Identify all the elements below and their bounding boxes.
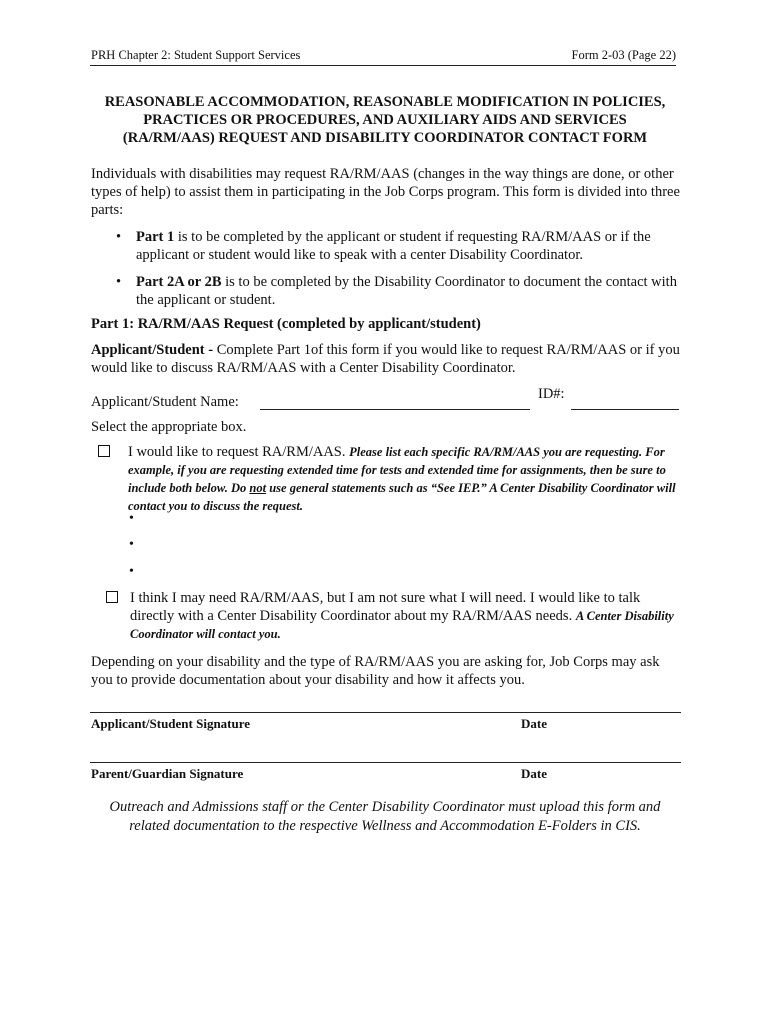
select-box-instruction: Select the appropriate box. [91,419,247,435]
header-chapter: PRH Chapter 2: Student Support Services [91,48,301,62]
intro-paragraph: Individuals with disabilities may request RA/RM/AAS (changes in the way things are done, or other types of help) to assist them in participating in the Job Corps program. This form is divided into three parts: [91,166,680,218]
part-name: Part 1 [136,229,175,245]
part-description-2 [136,273,686,309]
part-description-1 [136,228,686,264]
bullet-glyph: • [129,537,134,552]
option-note: A Center Disability Coordinator will contact you. [130,609,674,641]
form-title [88,93,682,147]
request-item-3[interactable] [129,564,134,580]
id-field[interactable] [571,409,679,410]
request-item-1[interactable] [129,511,134,527]
form-title-line-3: (RA/RM/AAS) REQUEST AND DISABILITY COORDINATOR CONTACT FORM [122,130,648,146]
part-description-text: is to be completed by the applicant or student if requesting RA/RM/AAS or if the applicant or student would like to speak with a center Disability Coordinator. [136,229,651,263]
part-description-text: is to be completed by the Disability Coordinator to document the contact with the applicant or student. [136,274,677,308]
applicant-instructions [91,341,687,377]
applicant-instructions-lead: Applicant/Student - [91,342,217,358]
option-instructions-part-a: Please list each specific RA/RM/AAS you are requesting. For example, if you are requesting extended time for tests and extended time for assignments, then be sure to include both below. Do [128,445,666,495]
option-instructions-part-b: use general statements such as “See IEP.” A Center Disability Coordinator will contact you to discuss the request. [128,481,676,513]
applicant-date-label: Date [521,716,547,731]
option-label: I think I may need RA/RM/AAS, but I am not sure what I will need. I would like to talk directly with a Center Disability Coordinator about my RA/RM/AAS needs. [130,590,641,624]
header-divider [90,65,676,66]
applicant-signature-label: Applicant/Student Signature [91,716,251,731]
emphasis-not: not [249,481,267,495]
applicant-signature-line[interactable] [90,712,681,713]
part1-heading: Part 1: RA/RM/AAS Request (completed by applicant/student) [91,316,481,332]
talk-to-coordinator-checkbox[interactable] [106,591,118,603]
applicant-name-label: Applicant/Student Name: [91,394,239,410]
applicant-name-field[interactable] [260,409,530,410]
request-accommodation-checkbox[interactable] [98,445,110,457]
bullet-glyph: • [129,564,134,579]
form-title-line-1: REASONABLE ACCOMMODATION, REASONABLE MODIFICATION IN POLICIES, [104,94,666,110]
bullet-glyph: • [129,511,134,526]
request-item-2[interactable] [129,537,134,553]
header-form-number: Form 2-03 (Page 22) [571,48,676,62]
talk-to-coordinator-option [130,589,678,643]
parent-signature-label: Parent/Guardian Signature [91,766,244,781]
documentation-note: Depending on your disability and the type of RA/RM/AAS you are asking for, Job Corps may ask you to provide documentation about your disability and how it affects you. [91,654,660,688]
applicant-instructions-text: Complete Part 1of this form if you would like to request RA/RM/AAS or if you would like to discuss RA/RM/AAS with a Center Disability Coordinator. [91,342,680,376]
bullet-glyph: • [116,274,122,290]
bullet-glyph: • [116,229,122,245]
parent-signature-line[interactable] [90,762,681,763]
part-name: Part 2A or 2B [136,274,222,290]
request-accommodation-option [128,443,688,515]
upload-instructions: Outreach and Admissions staff or the Center Disability Coordinator must upload this form and related documentation to the respective Wellness and Accommodation E-Folders in CIS. [109,799,661,834]
form-title-line-2: PRACTICES OR PROCEDURES, AND AUXILIARY AIDS AND SERVICES [143,112,627,128]
id-label: ID#: [538,386,565,402]
parent-date-label: Date [521,766,547,781]
option-label: I would like to request RA/RM/AAS. [128,444,350,460]
